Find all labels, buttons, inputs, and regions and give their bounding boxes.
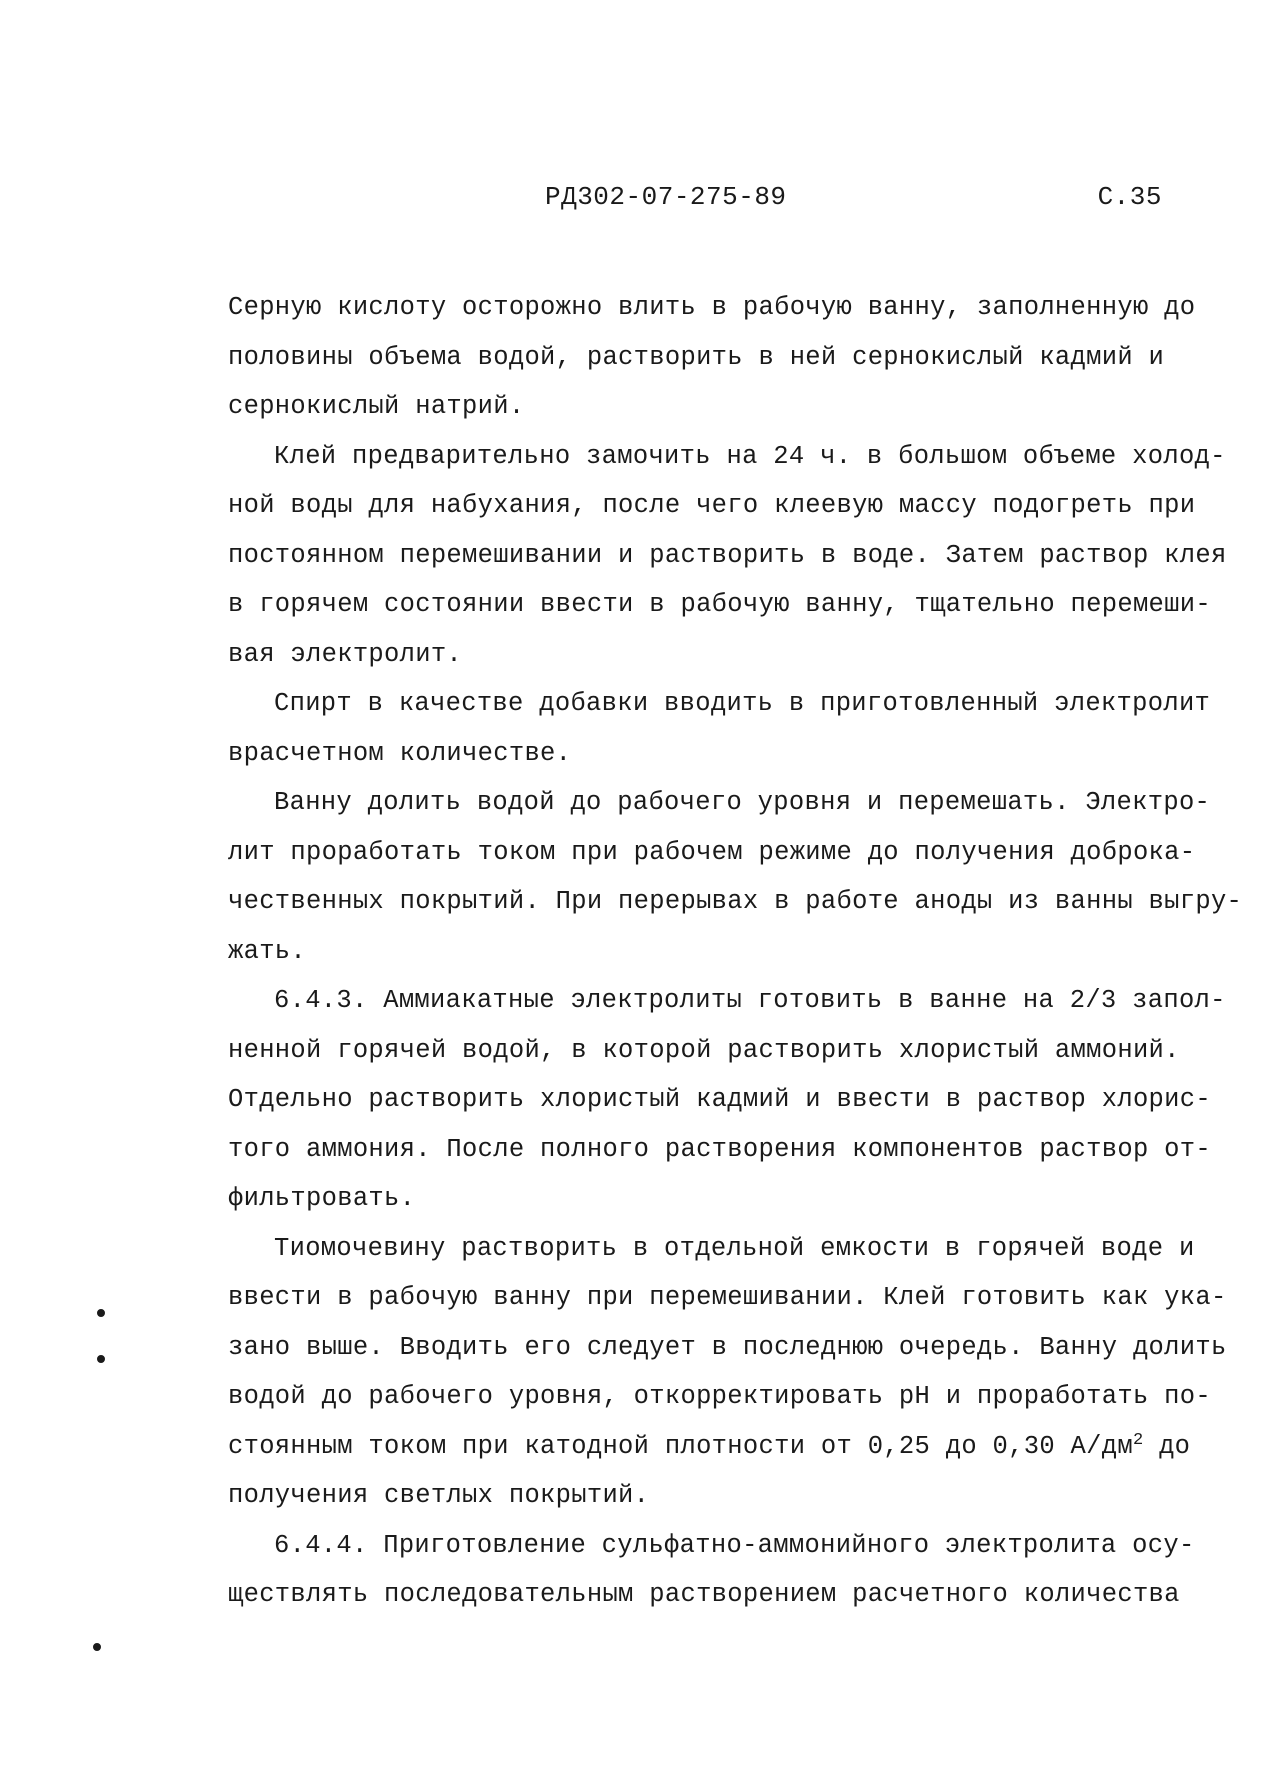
text-line-content: 6.4.4. Приготовление сульфатно-аммонийного электролита осу- [274, 1530, 1195, 1560]
text-line [228, 1521, 1218, 1571]
text-line-content: лит проработать током при рабочем режиме до получения доброка- [228, 837, 1196, 867]
page-number: С.35 [1097, 182, 1162, 212]
text-line [228, 630, 1218, 680]
text-line-content: Спирт в качестве добавки вводить в приготовленный электролит [274, 689, 1211, 718]
text-line-content: чественных покрытий. При перерывах в работе аноды из ванны выгру- [228, 887, 1243, 916]
text-line-content: ввести в рабочую ванну при перемешивании. Клей готовить как ука- [228, 1283, 1227, 1312]
text-line-content: Серную кислоту осторожно влить в рабочую ванну, заполненную до [228, 293, 1196, 322]
text-line [228, 531, 1227, 581]
text-line [228, 877, 1243, 927]
text-line-content: ненной горячей водой, в которой растворить хлористый аммоний. [228, 1035, 1180, 1065]
text-line [228, 778, 1218, 828]
text-line-content: в горячем состоянии ввести в рабочую ванну, тщательно перемеши- [228, 590, 1211, 619]
text-line [228, 1273, 1227, 1323]
text-line [228, 1075, 1218, 1125]
text-line [228, 976, 1226, 1026]
text-line [228, 283, 1218, 333]
text-line-content: водой до рабочего уровня, откорректировать рН и проработать по- [228, 1382, 1211, 1411]
text-line-content: Ванну долить водой до рабочего уровня и перемешать. Электро- [274, 788, 1211, 817]
text-line [228, 1471, 1218, 1521]
text-line [228, 1372, 1218, 1422]
text-line-content: жать. [228, 936, 307, 966]
text-line-content: получения светлых покрытий. [228, 1481, 650, 1510]
text-line [228, 382, 1218, 432]
text-line-content: Клей предварительно замочить на 24 ч. в большом объеме холод- [274, 441, 1226, 471]
body-text [228, 283, 1243, 1620]
page-header [545, 182, 1162, 212]
text-line [228, 1224, 1218, 1274]
text-line [228, 333, 1218, 383]
text-line [228, 1174, 1218, 1224]
text-line [228, 432, 1226, 482]
text-line [228, 828, 1218, 878]
text-line-content: ществлять последовательным растворением расчетного количества [228, 1580, 1180, 1609]
text-line-content: фильтровать. [228, 1184, 416, 1213]
text-line-content: ной воды для набухания, после чего клеевую массу подогреть при [228, 491, 1196, 520]
text-line [228, 1422, 1218, 1472]
text-line [228, 729, 1218, 779]
text-line-content: половины объема водой, растворить в ней сернокислый кадмий и [228, 342, 1165, 372]
text-line [228, 1026, 1218, 1076]
text-line [228, 1323, 1227, 1373]
text-line-content: Отдельно растворить хлористый кадмий и ввести в раствор хлорис- [228, 1085, 1211, 1114]
text-line [228, 580, 1218, 630]
text-line-content: вая электролит. [228, 639, 463, 669]
text-line-tail: до [1143, 1431, 1191, 1461]
text-line-content: стоянным током при катодной плотности от 0,25 до 0,30 А/дм [228, 1431, 1133, 1461]
text-line-content: врасчетном количестве. [228, 738, 572, 768]
text-line-content: того аммония. После полного растворения компонентов раствор от- [228, 1134, 1211, 1164]
text-line-content: сернокислый натрий. [228, 392, 525, 421]
text-line-content: 6.4.3. Аммиакатные электролиты готовить в ванне на 2/3 запол- [274, 986, 1226, 1015]
text-line-content: зано выше. Вводить его следует в последнюю очередь. Ванну долить [228, 1332, 1227, 1362]
text-line [228, 481, 1218, 531]
handwritten-margin-note [40, 1210, 150, 1750]
text-line-content: постоянном перемешивании и растворить в воде. Затем раствор клея [228, 540, 1227, 570]
text-line [228, 927, 1218, 977]
handwritten-inventory-signature [40, 1210, 150, 1750]
document-code: РД302-07-275-89 [545, 182, 787, 212]
text-line [228, 1570, 1218, 1620]
text-line [228, 1125, 1218, 1175]
superscript: 2 [1132, 1430, 1144, 1450]
text-line-content: Тиомочевину растворить в отдельной емкости в горячей воде и [274, 1233, 1195, 1263]
text-line [228, 679, 1218, 729]
